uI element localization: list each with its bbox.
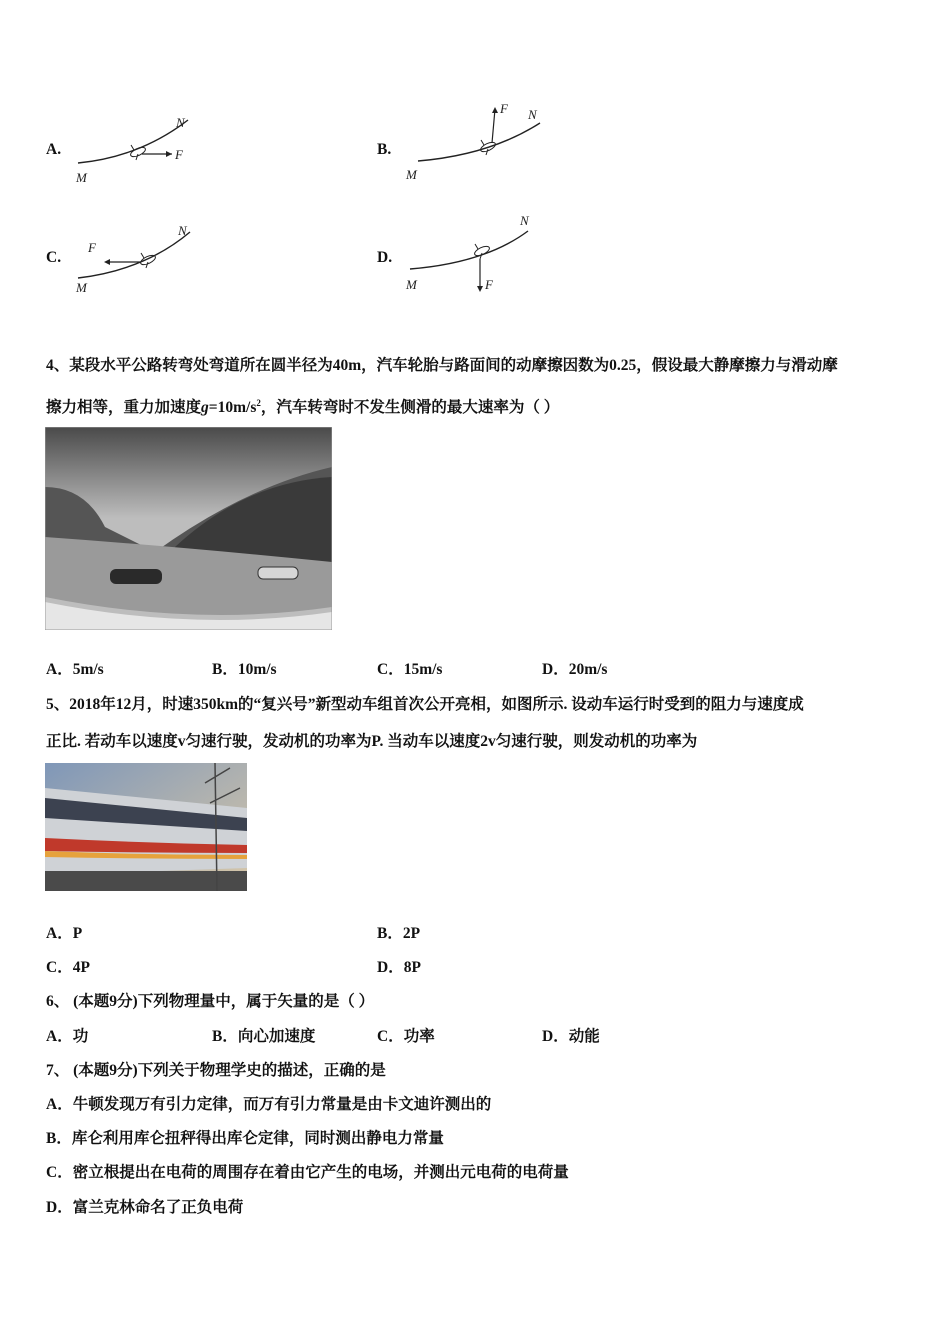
q7-option-b[interactable]: B．库仑利用库仑扭秤得出库仑定律，同时测出静电力常量 — [46, 1130, 444, 1147]
q6-option-d[interactable]: D．动能 — [542, 1028, 600, 1045]
svg-text:N: N — [176, 115, 185, 130]
svg-text:N: N — [528, 107, 537, 122]
svg-text:F: F — [88, 240, 96, 255]
option-a-label: A. — [46, 141, 62, 158]
diagram-option-d — [400, 205, 550, 300]
q6-option-a[interactable]: A．功 — [46, 1028, 89, 1045]
q5-text-line1: 5、2018年12月，时速350km的“复兴号”新型动车组首次公开亮相，如图所示. 设动车运行时受到的阻力与速度成 — [46, 696, 804, 713]
q4-option-c[interactable]: C．15m/s — [377, 661, 443, 678]
q5-option-a[interactable]: A．P — [46, 925, 83, 942]
q5-option-b[interactable]: B．2P — [377, 925, 421, 942]
svg-text:N: N — [178, 223, 187, 238]
q4-text-line1: 4、某段水平公路转弯处弯道所在圆半径为40m，汽车轮胎与路面间的动摩擦因数为0.25，假设最大静摩擦力与滑动摩 — [46, 357, 838, 374]
q7-option-d[interactable]: D．富兰克林命名了正负电荷 — [46, 1199, 244, 1216]
trajectory-curve — [418, 123, 540, 161]
q5-option-c[interactable]: C．4P — [46, 959, 90, 976]
force-arrow — [492, 109, 495, 143]
q4-option-b[interactable]: B．10m/s — [212, 661, 277, 678]
q4-option-a[interactable]: A．5m/s — [46, 661, 104, 678]
diagram-option-c — [70, 220, 210, 300]
svg-text:F: F — [500, 101, 508, 116]
option-c-label: C. — [46, 249, 62, 266]
svg-text:F: F — [175, 147, 183, 162]
q7-option-c[interactable]: C．密立根提出在电荷的周围存在着由它产生的电场，并测出元电荷的电荷量 — [46, 1164, 569, 1181]
option-d-label: D. — [377, 249, 393, 266]
q4-text-line2: 擦力相等，重力加速度$g=10m/s^2$，汽车转弯时不发生侧滑的最大速率为（ ） — [46, 398, 560, 417]
q6-option-b[interactable]: B．向心加速度 — [212, 1028, 316, 1045]
q5-text-line2: 正比. 若动车以速度v匀速行驶，发动机的功率为P. 当动车以速度2v匀速行驶，则发动机的功率为 — [46, 733, 698, 750]
q7-option-a[interactable]: A．牛顿发现万有引力定律，而万有引力常量是由卡文迪许测出的 — [46, 1096, 492, 1113]
q4-curved-road-photo — [45, 427, 332, 630]
q6-text: 6、 (本题9分)下列物理量中，属于矢量的是（ ） — [46, 993, 375, 1010]
q5-train-photo — [45, 763, 247, 891]
diagram-option-a — [70, 110, 210, 190]
diagram-option-b — [400, 95, 550, 190]
q5-option-d[interactable]: D．8P — [377, 959, 421, 976]
trajectory-curve — [78, 232, 190, 278]
trajectory-curve — [410, 231, 528, 269]
q7-text: 7、 (本题9分)下列关于物理学史的描述，正确的是 — [46, 1062, 386, 1079]
q4-option-d[interactable]: D．20m/s — [542, 661, 608, 678]
svg-text:F: F — [485, 277, 493, 292]
airplane-icon — [129, 145, 146, 160]
svg-text:M: M — [76, 170, 87, 185]
airplane-icon — [139, 253, 156, 268]
svg-text:N: N — [520, 213, 529, 228]
q6-option-c[interactable]: C．功率 — [377, 1028, 435, 1045]
svg-text:M: M — [76, 280, 87, 295]
option-b-label: B. — [377, 141, 392, 158]
svg-text:M: M — [406, 277, 417, 292]
svg-text:M: M — [406, 167, 417, 182]
